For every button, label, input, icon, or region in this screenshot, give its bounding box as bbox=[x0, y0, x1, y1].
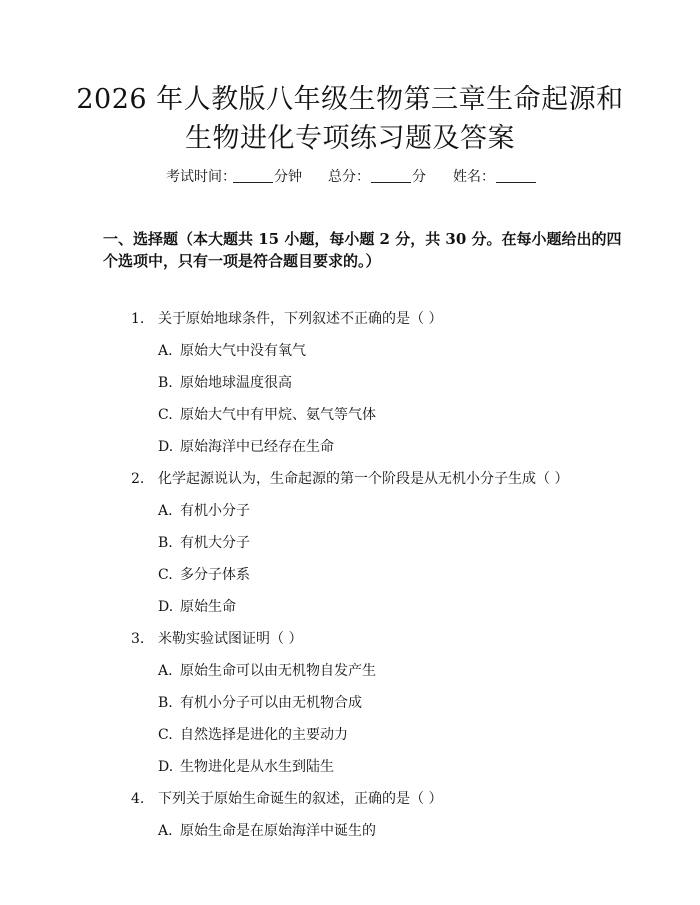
option-text: 原始海洋中已经存在生命 bbox=[180, 439, 334, 455]
question-2-option-a bbox=[158, 501, 598, 521]
option-letter: B. bbox=[158, 695, 173, 711]
question-2-option-d bbox=[158, 597, 598, 617]
option-letter: C. bbox=[158, 567, 173, 583]
question-2 bbox=[131, 469, 631, 489]
question-text: 化学起源说认为，生命起源的第一个阶段是从无机小分子生成（ ） bbox=[158, 471, 569, 487]
question-3-option-a bbox=[158, 661, 598, 681]
option-text: 有机小分子可以由无机物合成 bbox=[180, 695, 362, 711]
option-letter: B. bbox=[158, 535, 173, 551]
option-text: 有机小分子 bbox=[180, 503, 250, 519]
option-letter: C. bbox=[158, 407, 173, 423]
option-text: 生物进化是从水生到陆生 bbox=[180, 759, 334, 775]
question-1-option-d bbox=[158, 437, 598, 457]
option-letter: D. bbox=[158, 439, 174, 455]
question-3-option-c bbox=[158, 725, 598, 745]
total-score-label: 总分： bbox=[328, 169, 370, 185]
question-1-option-c bbox=[158, 405, 598, 425]
option-letter: A. bbox=[158, 343, 173, 359]
question-1-option-b bbox=[158, 373, 598, 393]
option-letter: B. bbox=[158, 375, 173, 391]
option-letter: A. bbox=[158, 823, 173, 839]
exam-info-line bbox=[0, 166, 700, 188]
option-text: 原始大气中没有氧气 bbox=[180, 343, 306, 359]
option-text: 自然选择是进化的主要动力 bbox=[180, 727, 348, 743]
question-text: 关于原始地球条件，下列叙述不正确的是（ ） bbox=[158, 311, 443, 327]
question-3 bbox=[131, 629, 631, 649]
option-text: 原始地球温度很高 bbox=[180, 375, 292, 391]
exam-time-blank bbox=[233, 167, 273, 183]
question-text: 米勒实验试图证明（ ） bbox=[158, 631, 303, 647]
exam-time-label: 考试时间： bbox=[166, 169, 236, 185]
option-text: 原始生命是在原始海洋中诞生的 bbox=[180, 823, 376, 839]
question-2-option-b bbox=[158, 533, 598, 553]
option-text: 有机大分子 bbox=[180, 535, 250, 551]
question-number: 4. bbox=[131, 791, 145, 807]
name-label: 姓名： bbox=[453, 169, 495, 185]
question-3-option-d bbox=[158, 757, 598, 777]
total-score-blank bbox=[371, 167, 411, 183]
option-letter: D. bbox=[158, 599, 174, 615]
document-title-line-1: 2026 年人教版八年级生物第三章生命起源和 bbox=[76, 84, 624, 115]
question-1 bbox=[131, 309, 631, 329]
name-blank bbox=[496, 167, 536, 183]
question-4-option-a bbox=[158, 821, 598, 841]
exam-time-unit: 分钟 bbox=[274, 169, 302, 185]
question-number: 3. bbox=[131, 631, 145, 647]
option-letter: D. bbox=[158, 759, 174, 775]
question-text: 下列关于原始生命诞生的叙述，正确的是（ ） bbox=[158, 791, 443, 807]
question-2-option-c bbox=[158, 565, 598, 585]
option-letter: A. bbox=[158, 663, 173, 679]
question-4 bbox=[131, 789, 631, 809]
option-text: 多分子体系 bbox=[180, 567, 250, 583]
total-score-unit: 分 bbox=[412, 169, 426, 185]
question-number: 1. bbox=[131, 311, 145, 327]
question-3-option-b bbox=[158, 693, 598, 713]
option-letter: C. bbox=[158, 727, 173, 743]
question-number: 2. bbox=[131, 471, 145, 487]
option-letter: A. bbox=[158, 503, 173, 519]
question-1-option-a bbox=[158, 341, 598, 361]
option-text: 原始大气中有甲烷、氨气等气体 bbox=[180, 407, 376, 423]
document-title-line-2: 生物进化专项练习题及答案 bbox=[185, 123, 515, 154]
option-text: 原始生命可以由无机物自发产生 bbox=[180, 663, 376, 679]
option-text: 原始生命 bbox=[180, 599, 236, 615]
section-heading: 一、选择题（本大题共 15 小题，每小题 2 分，共 30 分。在每小题给出的四个选项中，只有一项是符合题目要求的。） bbox=[103, 230, 622, 270]
